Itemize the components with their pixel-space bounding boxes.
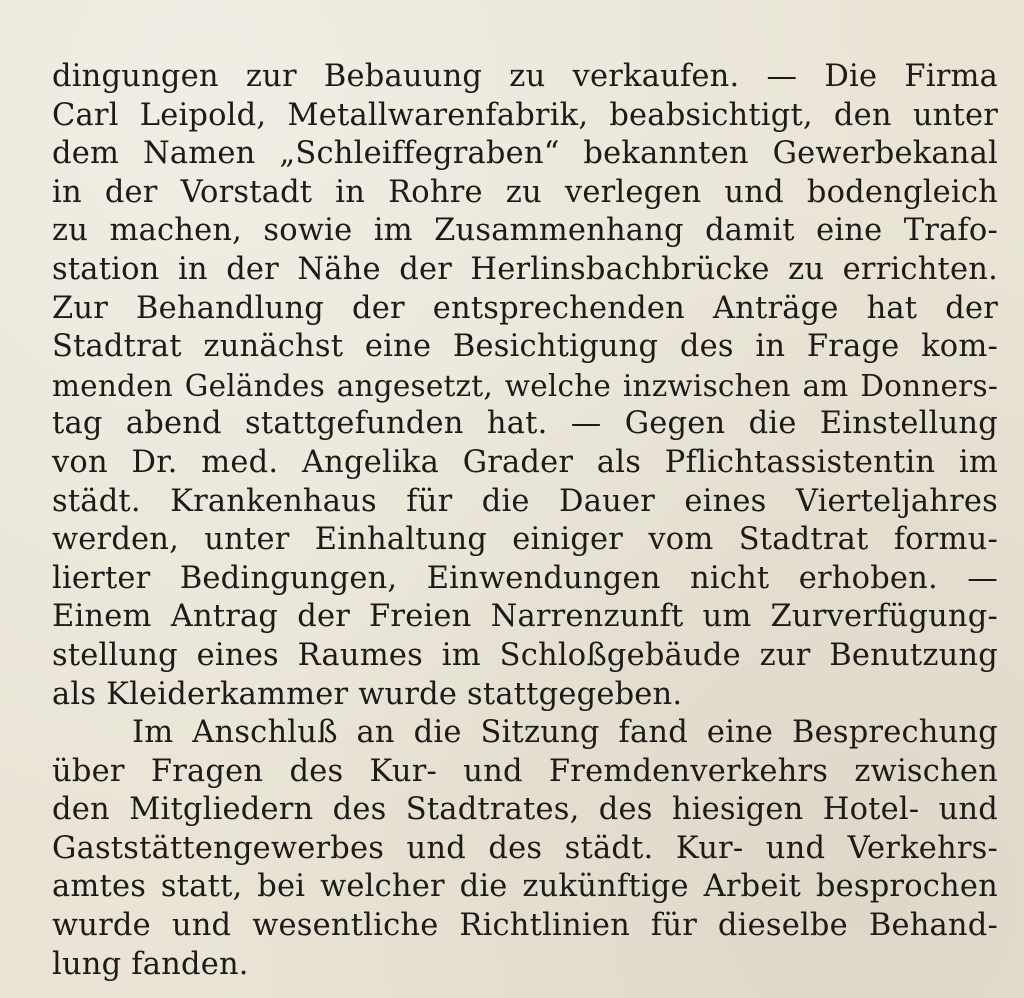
article-line: Gaststättengewerbes und des städt. Kur- und Verkehrs- bbox=[52, 830, 998, 866]
article-line: von Dr. med. Angelika Grader als Pflichtassistentin im bbox=[52, 444, 998, 480]
article-line: tag abend stattgefunden hat. — Gegen die Einstellung bbox=[52, 406, 998, 442]
article-line: in der Vorstadt in Rohre zu verlegen und bodengleich bbox=[52, 174, 998, 210]
paragraph-start-line: Im Anschluß an die Sitzung fand eine Besprechung bbox=[132, 715, 998, 751]
article-line: Einem Antrag der Freien Narrenzunft um Zurverfügung- bbox=[52, 599, 998, 635]
article-column bbox=[52, 58, 998, 984]
article-line: Stadtrat zunächst eine Besichtigung des in Frage kom- bbox=[52, 329, 998, 365]
article-line: amtes statt, bei welcher die zukünftige Arbeit besprochen bbox=[52, 869, 998, 905]
article-line: Carl Leipold, Metallwarenfabrik, beabsichtigt, den unter bbox=[52, 97, 998, 133]
article-line: dem Namen „Schleiffegraben“ bekannten Gewerbekanal bbox=[52, 136, 998, 172]
article-line: stellung eines Raumes im Schloßgebäude zur Benutzung bbox=[52, 637, 998, 673]
article-line: werden, unter Einhaltung einiger vom Stadtrat formu- bbox=[52, 522, 998, 558]
article-line: über Fragen des Kur- und Fremdenverkehrs zwischen bbox=[52, 753, 998, 789]
article-line: zu machen, sowie im Zusammenhang damit eine Trafo- bbox=[52, 213, 998, 249]
article-line: menden Geländes angesetzt, welche inzwischen am Donners- bbox=[52, 368, 998, 403]
paragraph-end-line: als Kleiderkammer wurde stattgegeben. bbox=[52, 676, 683, 712]
article-line: städt. Krankenhaus für die Dauer eines Vierteljahres bbox=[52, 483, 998, 519]
article-line: station in der Nähe der Herlinsbachbrücke zu errichten. bbox=[52, 251, 998, 287]
paragraph-end-line: lung fanden. bbox=[52, 946, 249, 982]
article-line: den Mitgliedern des Stadtrates, des hiesigen Hotel- und bbox=[52, 792, 998, 828]
article-line: dingungen zur Bebauung zu verkaufen. — Die Firma bbox=[52, 59, 998, 94]
article-line: lierter Bedingungen, Einwendungen nicht erhoben. — bbox=[52, 560, 998, 596]
article-line: Zur Behandlung der entsprechenden Anträge hat der bbox=[52, 290, 998, 326]
article-line: wurde und wesentliche Richtlinien für dieselbe Behand- bbox=[52, 908, 998, 944]
